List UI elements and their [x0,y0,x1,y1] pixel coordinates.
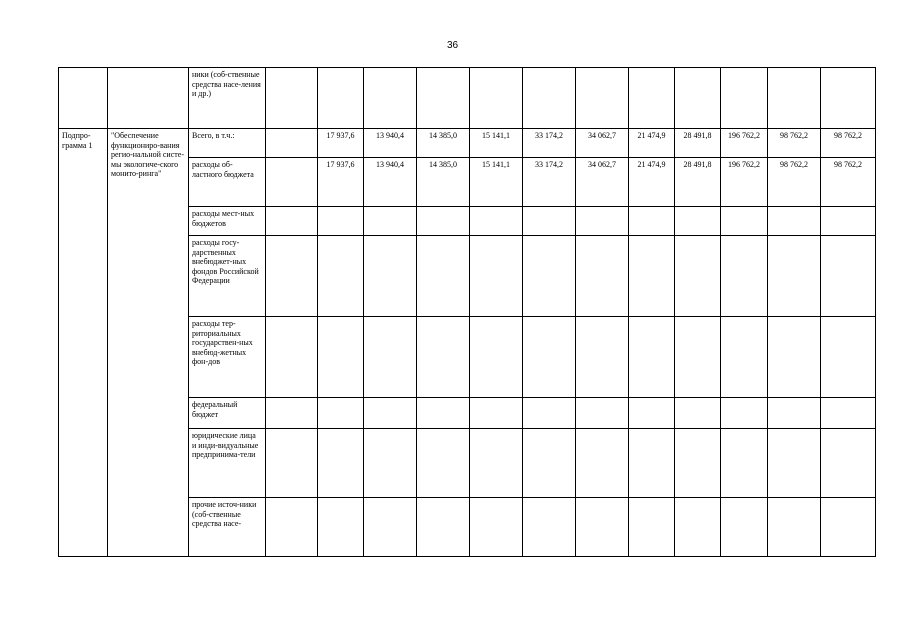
value-cell: 15 141,1 [470,129,523,158]
empty-cell [523,498,576,557]
empty-cell [675,236,721,317]
value-cell: 33 174,2 [523,158,576,207]
value-cell: 98 762,2 [821,129,876,158]
empty-cell [629,498,675,557]
row-label-territorial-funds: расходы тер-риториальных государствен-ных внебюд-жетных фон-дов [189,317,266,398]
empty-cell [266,317,318,398]
empty-cell [721,68,768,129]
empty-cell [576,236,629,317]
empty-cell [576,68,629,129]
budget-table [58,67,876,557]
subprogram-label: Подпро-грамма 1 [59,129,108,557]
empty-cell [821,68,876,129]
empty-cell [721,498,768,557]
empty-cell [59,68,108,129]
empty-cell [821,207,876,236]
empty-cell [318,236,364,317]
value-cell: 34 062,7 [576,158,629,207]
empty-cell [364,236,417,317]
empty-cell [470,498,523,557]
value-cell: 14 385,0 [417,129,470,158]
empty-cell [768,317,821,398]
empty-cell [266,429,318,498]
empty-cell [417,68,470,129]
empty-cell [821,236,876,317]
empty-cell [768,207,821,236]
empty-cell [318,207,364,236]
empty-cell [266,158,318,207]
empty-cell [523,236,576,317]
row-label-local: расходы мест-ных бюджетов [189,207,266,236]
value-cell: 34 062,7 [576,129,629,158]
empty-cell [629,207,675,236]
row-label-other-sources: прочие источ-ники (соб-ственные средства насе- [189,498,266,557]
empty-cell [266,129,318,158]
empty-cell [318,68,364,129]
value-cell: 33 174,2 [523,129,576,158]
value-cell: 98 762,2 [768,158,821,207]
empty-cell [266,68,318,129]
empty-cell [470,398,523,429]
empty-cell [821,429,876,498]
empty-cell [768,68,821,129]
value-cell: 196 762,2 [721,129,768,158]
empty-cell [523,398,576,429]
empty-cell [675,398,721,429]
row-label-total: Всего, в т.ч.: [189,129,266,158]
value-cell: 13 940,4 [364,158,417,207]
empty-cell [721,317,768,398]
empty-cell [364,498,417,557]
empty-cell [417,317,470,398]
value-cell: 17 937,6 [318,129,364,158]
empty-cell [364,398,417,429]
value-cell: 21 474,9 [629,158,675,207]
empty-cell [364,429,417,498]
value-cell: 17 937,6 [318,158,364,207]
empty-cell [470,429,523,498]
empty-cell [470,68,523,129]
empty-cell [721,429,768,498]
empty-cell [266,498,318,557]
value-cell: 14 385,0 [417,158,470,207]
empty-cell [768,398,821,429]
empty-cell [266,398,318,429]
empty-cell [318,429,364,498]
empty-cell [266,236,318,317]
value-cell: 21 474,9 [629,129,675,158]
empty-cell [629,68,675,129]
empty-cell [576,429,629,498]
empty-cell [768,429,821,498]
empty-cell [768,236,821,317]
row-label-federal: федеральный бюджет [189,398,266,429]
value-cell: 28 491,8 [675,129,721,158]
empty-cell [523,207,576,236]
row-label-continuation: ники (соб-ственные средства насе-ления и др.) [189,68,266,129]
empty-cell [364,317,417,398]
empty-cell [721,398,768,429]
row-label-state-funds: расходы госу-дарственных внебюджет-ных фондов Российской Федерации [189,236,266,317]
row-label-legal-entities: юридические лица и инди-видуальные предпринима-тели [189,429,266,498]
table-row-continuation [59,68,876,129]
table-row-total [59,129,876,158]
empty-cell [417,429,470,498]
empty-cell [417,236,470,317]
subprogram-name: "Обеспечение функциониро-вания регио-нальной систе-мы экологиче-ского монито-ринга" [108,129,189,557]
empty-cell [523,429,576,498]
empty-cell [470,317,523,398]
empty-cell [629,429,675,498]
empty-cell [318,317,364,398]
empty-cell [721,236,768,317]
empty-cell [675,317,721,398]
empty-cell [821,398,876,429]
value-cell: 98 762,2 [768,129,821,158]
value-cell: 98 762,2 [821,158,876,207]
empty-cell [364,207,417,236]
empty-cell [318,398,364,429]
empty-cell [364,68,417,129]
empty-cell [629,398,675,429]
empty-cell [576,317,629,398]
empty-cell [576,498,629,557]
empty-cell [768,498,821,557]
empty-cell [821,317,876,398]
empty-cell [821,498,876,557]
empty-cell [470,236,523,317]
value-cell: 196 762,2 [721,158,768,207]
empty-cell [675,207,721,236]
value-cell: 28 491,8 [675,158,721,207]
empty-cell [108,68,189,129]
empty-cell [417,207,470,236]
empty-cell [576,398,629,429]
empty-cell [523,68,576,129]
row-label-regional: расходы об-ластного бюджета [189,158,266,207]
page-number: 36 [446,40,459,51]
empty-cell [523,317,576,398]
empty-cell [318,498,364,557]
empty-cell [629,236,675,317]
empty-cell [675,429,721,498]
empty-cell [576,207,629,236]
empty-cell [721,207,768,236]
empty-cell [470,207,523,236]
empty-cell [417,398,470,429]
value-cell: 13 940,4 [364,129,417,158]
value-cell: 15 141,1 [470,158,523,207]
empty-cell [629,317,675,398]
empty-cell [675,68,721,129]
empty-cell [675,498,721,557]
empty-cell [266,207,318,236]
empty-cell [417,498,470,557]
